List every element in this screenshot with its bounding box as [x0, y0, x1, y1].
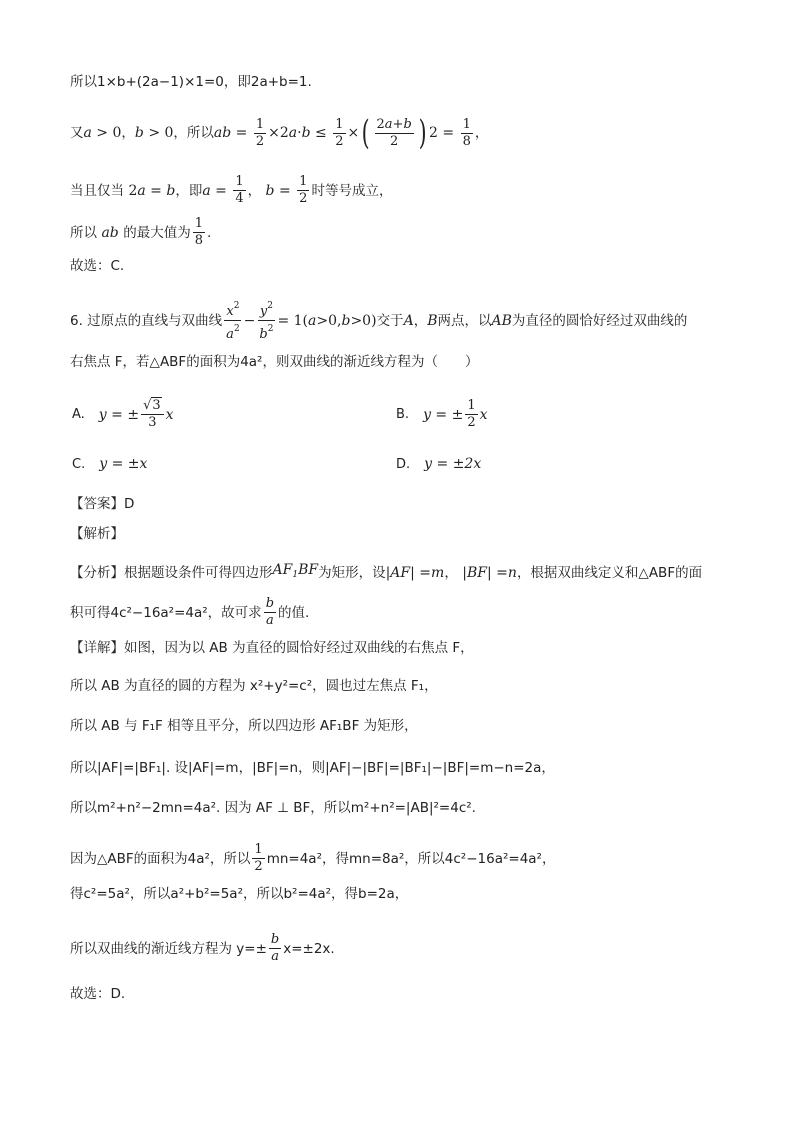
- detail-line-4: 所以|AF|=|BF₁|. 设|AF|=m，|BF|=n，则|AF|−|BF|=|BF₁|−|BF|=m−n=2a，: [70, 760, 555, 776]
- solution-line-1: [70, 72, 312, 92]
- question-6-line-2: 右焦点 F，若△ABF的面积为4a²，则双曲线的渐近线方程为（ ）: [70, 354, 479, 370]
- fraction: $\frac{1}{2}$: [255, 116, 265, 149]
- detail-line-1: 【详解】如图，因为以 AB 为直径的圆恰好经过双曲线的右焦点 F，: [70, 640, 474, 656]
- text-line-1: 所以1×b+(2a−1)×1=0，即2a+b=1.: [70, 74, 312, 90]
- fraction: $\frac{2a+b}{2}$: [376, 116, 412, 149]
- question-6-line-1: 6. 过原点的直线与双曲线 $\frac{x^2}{a^2}$ − $\frac{y^2}{b^2}$ = 1( a >0, b >0) 交于 A ， B 两点，以 AB 为直径的圆恰好经过双曲线的: [70, 298, 687, 343]
- option-d[interactable]: D. y = ±2x: [396, 456, 482, 472]
- solution-line-4: 所以 ab 的最大值为 $\frac{1}{8}$ .: [70, 216, 212, 248]
- detail-line-3: 所以 AB 与 F₁F 相等且平分，所以四边形 AF₁BF 为矩形，: [70, 718, 418, 734]
- option-c[interactable]: C. y = ±x: [72, 456, 148, 472]
- detail-line-7: 得c²=5a²，所以a²+b²=5a²，所以b²=4a²，得b=2a，: [70, 886, 409, 902]
- answer-label: 【答案】D: [70, 496, 135, 512]
- analysis-line-2: 积可得4c²−16a²=4a²，故可求 $\frac{b}{a}$ 的值.: [70, 596, 310, 628]
- detail-line-8: 所以双曲线的渐近线方程为 y=± $\frac{b}{a}$ x=±2x.: [70, 932, 335, 964]
- fraction: $\frac{1}{2}$: [335, 116, 344, 149]
- analysis-line-1: 【分析】根据题设条件可得四边形 $AF_1BF$ 为矩形，设 | AF | = m ， | BF | = n ，根据双曲线定义和△ABF的面: [70, 562, 703, 581]
- option-b[interactable]: B. y = ± $\frac{1}{2}$ x: [396, 398, 488, 430]
- detail-line-6: 因为△ABF的面积为4a²，所以 $\frac{1}{2}$ mn=4a²，得mn=8a²，所以4c²−16a²=4a²，: [70, 842, 556, 874]
- solution-line-2: 又 a > 0 ， b > 0 ，所以 ab = $\frac{1}{2}$ ×2 a · b ≤ $\frac{1}{2}$ × ( $\frac{2a+b}{2}$ ) 2 = $\frac{1}{8}$ ，: [70, 113, 489, 153]
- choice-d-conclusion: 故选：D.: [70, 986, 126, 1002]
- option-a[interactable]: A. y = ± $\frac{√3}{3}$ x: [72, 398, 174, 430]
- solution-line-3: 当且仅当 2 a = b ，即 a = $\frac{1}{4}$ ， b = $\frac{1}{2}$ 时等号成立，: [70, 174, 393, 206]
- detail-line-5: 所以m²+n²−2mn=4a². 因为 AF ⊥ BF，所以m²+n²=|AB|²=4c².: [70, 800, 476, 816]
- fraction: $\frac{1}{8}$: [462, 116, 471, 149]
- analysis-label: 【解析】: [70, 526, 124, 542]
- detail-line-2: 所以 AB 为直径的圆的方程为 x²+y²=c²，圆也过左焦点 F₁，: [70, 678, 438, 694]
- choice-c-conclusion: 故选：C.: [70, 258, 125, 274]
